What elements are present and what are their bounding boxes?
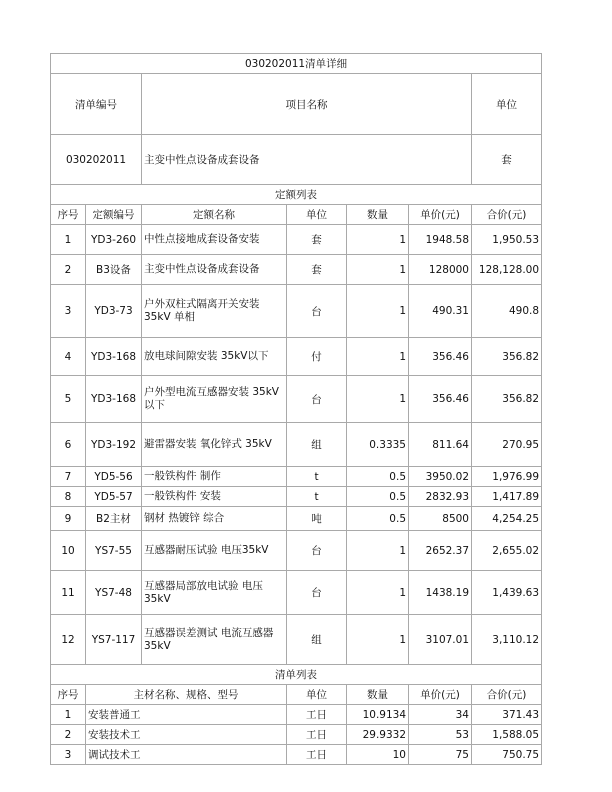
quota-unit: 台: [287, 285, 347, 338]
quota-index: 12: [51, 615, 86, 665]
quota-header-name: 定额名称: [142, 205, 287, 225]
quota-total: 490.8: [472, 285, 542, 338]
quota-header-unit-price: 单价(元): [409, 205, 472, 225]
quota-unit: 台: [287, 571, 347, 615]
quota-unit: 组: [287, 423, 347, 467]
quota-name: 一般铁构件 安装: [142, 487, 287, 507]
quota-row: [51, 423, 542, 467]
quota-qty: 1: [347, 571, 409, 615]
quota-total: 1,976.99: [472, 467, 542, 487]
quota-total: 4,254.25: [472, 507, 542, 531]
list-total: 1,588.05: [472, 725, 542, 745]
quota-index: 10: [51, 531, 86, 571]
quota-header-index: 序号: [51, 205, 86, 225]
quota-index: 6: [51, 423, 86, 467]
quota-unit-price: 490.31: [409, 285, 472, 338]
quota-code: B3设备: [86, 255, 142, 285]
header-unit: 单位: [472, 74, 542, 135]
quota-index: 11: [51, 571, 86, 615]
quota-total: 2,655.02: [472, 531, 542, 571]
list-header-row: [51, 685, 542, 705]
quota-row: [51, 571, 542, 615]
quota-qty: 1: [347, 338, 409, 376]
quota-header-row: [51, 205, 542, 225]
list-header-total: 合价(元): [472, 685, 542, 705]
quota-total: 1,950.53: [472, 225, 542, 255]
item-header-row: [51, 74, 542, 135]
quota-unit-price: 8500: [409, 507, 472, 531]
quota-header-unit: 单位: [287, 205, 347, 225]
quota-row: [51, 531, 542, 571]
detail-table: [50, 53, 542, 765]
quota-index: 7: [51, 467, 86, 487]
quota-qty: 0.5: [347, 507, 409, 531]
table-body: [51, 54, 542, 765]
quota-qty: 1: [347, 225, 409, 255]
list-index: 3: [51, 745, 86, 765]
quota-qty: 0.5: [347, 487, 409, 507]
quota-name: 户外型电流互感器安装 35kV以下: [142, 376, 287, 423]
quota-header-total: 合价(元): [472, 205, 542, 225]
list-material: 安装普通工: [86, 705, 287, 725]
list-unit-price: 53: [409, 725, 472, 745]
quota-name: 放电球间隙安装 35kV以下: [142, 338, 287, 376]
quota-unit-price: 2832.93: [409, 487, 472, 507]
quota-header-code: 定额编号: [86, 205, 142, 225]
quota-row: [51, 615, 542, 665]
list-unit-price: 34: [409, 705, 472, 725]
quota-index: 3: [51, 285, 86, 338]
list-section-title: 清单列表: [51, 665, 542, 685]
quota-qty: 0.5: [347, 467, 409, 487]
title-row: [51, 54, 542, 74]
quota-unit-price: 356.46: [409, 338, 472, 376]
quota-row: [51, 507, 542, 531]
quota-unit: 套: [287, 225, 347, 255]
quota-row: [51, 376, 542, 423]
quota-qty: 1: [347, 285, 409, 338]
list-material: 调试技术工: [86, 745, 287, 765]
quota-unit: 台: [287, 376, 347, 423]
list-header-index: 序号: [51, 685, 86, 705]
list-total: 371.43: [472, 705, 542, 725]
quota-index: 8: [51, 487, 86, 507]
quota-unit-price: 356.46: [409, 376, 472, 423]
quota-name: 中性点接地成套设备安装: [142, 225, 287, 255]
quota-name: 一般铁构件 制作: [142, 467, 287, 487]
quota-total: 270.95: [472, 423, 542, 467]
quota-qty: 1: [347, 531, 409, 571]
list-material: 安装技术工: [86, 725, 287, 745]
header-code: 清单编号: [51, 74, 142, 135]
list-unit: 工日: [287, 745, 347, 765]
list-header-material: 主材名称、规格、型号: [86, 685, 287, 705]
quota-index: 9: [51, 507, 86, 531]
quota-code: YD5-57: [86, 487, 142, 507]
quota-code: YS7-55: [86, 531, 142, 571]
list-unit-price: 75: [409, 745, 472, 765]
list-row: [51, 705, 542, 725]
quota-name: 互感器局部放电试验 电压 35kV: [142, 571, 287, 615]
list-total: 750.75: [472, 745, 542, 765]
list-index: 2: [51, 725, 86, 745]
list-title-row: [51, 665, 542, 685]
quota-row: [51, 225, 542, 255]
quota-unit-price: 3950.02: [409, 467, 472, 487]
quota-row: [51, 255, 542, 285]
quota-header-qty: 数量: [347, 205, 409, 225]
item-unit: 套: [472, 135, 542, 185]
list-qty: 10: [347, 745, 409, 765]
quota-row: [51, 467, 542, 487]
quota-total: 356.82: [472, 338, 542, 376]
quota-code: YD5-56: [86, 467, 142, 487]
quota-index: 2: [51, 255, 86, 285]
quota-code: YD3-73: [86, 285, 142, 338]
quota-title-row: [51, 185, 542, 205]
quota-row: [51, 338, 542, 376]
quota-name: 户外双柱式隔离开关安装 35kV 单相: [142, 285, 287, 338]
quota-unit-price: 128000: [409, 255, 472, 285]
quota-total: 1,417.89: [472, 487, 542, 507]
quota-code: B2主材: [86, 507, 142, 531]
quota-index: 1: [51, 225, 86, 255]
quota-unit: 台: [287, 531, 347, 571]
quota-total: 1,439.63: [472, 571, 542, 615]
quota-index: 5: [51, 376, 86, 423]
quota-unit: 付: [287, 338, 347, 376]
quota-index: 4: [51, 338, 86, 376]
quota-qty: 1: [347, 615, 409, 665]
quota-row: [51, 487, 542, 507]
quota-qty: 1: [347, 255, 409, 285]
item-row: [51, 135, 542, 185]
quota-total: 128,128.00: [472, 255, 542, 285]
list-qty: 29.9332: [347, 725, 409, 745]
quota-code: YD3-260: [86, 225, 142, 255]
quota-unit: t: [287, 487, 347, 507]
quota-unit: 组: [287, 615, 347, 665]
quota-qty: 1: [347, 376, 409, 423]
list-header-qty: 数量: [347, 685, 409, 705]
quota-total: 356.82: [472, 376, 542, 423]
list-header-unit: 单位: [287, 685, 347, 705]
quota-unit-price: 1948.58: [409, 225, 472, 255]
quota-qty: 0.3335: [347, 423, 409, 467]
quota-name: 钢材 热镀锌 综合: [142, 507, 287, 531]
quota-name: 互感器耐压试验 电压35kV: [142, 531, 287, 571]
list-index: 1: [51, 705, 86, 725]
item-code: 030202011: [51, 135, 142, 185]
quota-name: 互感器误差测试 电流互感器 35kV: [142, 615, 287, 665]
quota-unit-price: 3107.01: [409, 615, 472, 665]
quota-code: YD3-192: [86, 423, 142, 467]
list-row: [51, 725, 542, 745]
list-qty: 10.9134: [347, 705, 409, 725]
quota-unit-price: 811.64: [409, 423, 472, 467]
quota-name: 主变中性点设备成套设备: [142, 255, 287, 285]
list-unit: 工日: [287, 725, 347, 745]
quota-total: 3,110.12: [472, 615, 542, 665]
quota-unit: 吨: [287, 507, 347, 531]
quota-code: YS7-48: [86, 571, 142, 615]
header-name: 项目名称: [142, 74, 472, 135]
quota-row: [51, 285, 542, 338]
item-name: 主变中性点设备成套设备: [142, 135, 472, 185]
quota-code: YD3-168: [86, 338, 142, 376]
list-header-unit-price: 单价(元): [409, 685, 472, 705]
quota-section-title: 定额列表: [51, 185, 542, 205]
list-unit: 工日: [287, 705, 347, 725]
quota-name: 避雷器安装 氧化锌式 35kV: [142, 423, 287, 467]
quota-unit: t: [287, 467, 347, 487]
quota-code: YD3-168: [86, 376, 142, 423]
quota-code: YS7-117: [86, 615, 142, 665]
quota-unit: 套: [287, 255, 347, 285]
quota-unit-price: 1438.19: [409, 571, 472, 615]
quota-unit-price: 2652.37: [409, 531, 472, 571]
page-title: 030202011清单详细: [51, 54, 542, 74]
list-row: [51, 745, 542, 765]
